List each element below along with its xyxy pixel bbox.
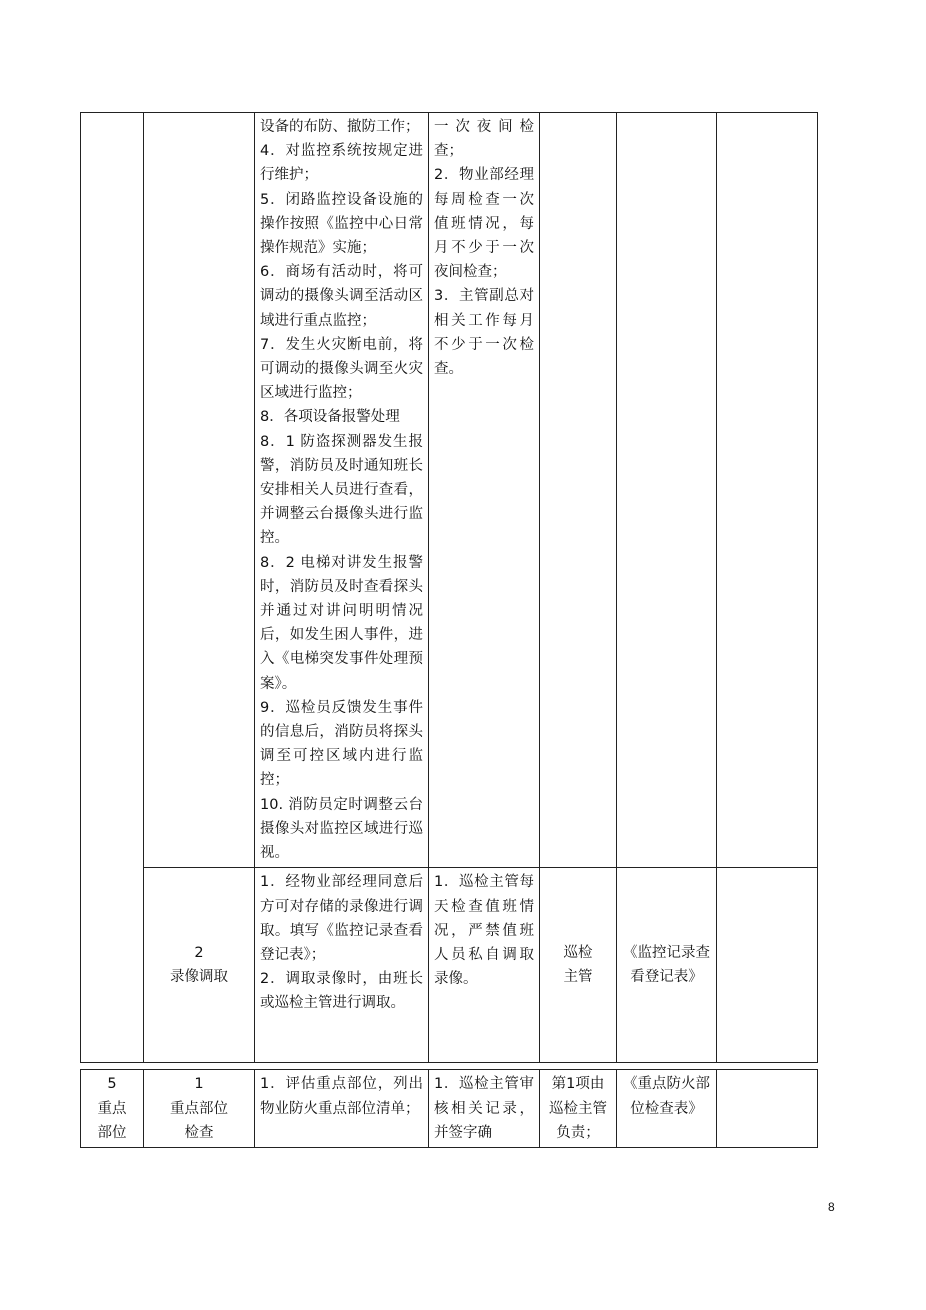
responsible-text: 第1项由巡检主管负责； (549, 1076, 607, 1141)
remark-cell (717, 113, 818, 868)
responsible-cell (540, 868, 617, 1063)
table-row (81, 113, 818, 868)
content-line: 5．闭路监控设备设施的操作按照《监控中心日常操作规范》实施； (260, 191, 423, 257)
table-gap (81, 1063, 818, 1070)
item-number: 1 (194, 1076, 204, 1093)
content-cell (255, 113, 429, 868)
inspection-line: 1．巡检主管每天检查值班情况，严禁值班人员私自调取录像。 (434, 874, 534, 988)
item-cell (144, 113, 255, 868)
content-line: 9．巡检员反馈发生事件的信息后，消防员将探头调至可控区域内进行监控； (260, 699, 423, 789)
content-line: 8．2 电梯对讲发生报警时，消防员及时查看探头并通过对讲问明明情况后，如发生困人事件，进入《电梯突发事件处理预案》。 (260, 554, 423, 692)
item-cell (144, 1070, 255, 1148)
responsible-text: 巡检主管 (563, 945, 593, 986)
inspection-cell (429, 868, 540, 1063)
responsible-cell (540, 113, 617, 868)
inspection-line: 3．主管副总对相关工作每月不少于一次检查。 (434, 288, 534, 378)
item-name: 重点部位检查 (170, 1100, 228, 1141)
content-line: 10. 消防员定时调整云台摄像头对监控区域进行巡视。 (260, 796, 423, 862)
remark-cell (717, 868, 818, 1063)
table-row (81, 1070, 818, 1148)
content-cell (255, 868, 429, 1063)
page-number: 8 (828, 1200, 835, 1214)
record-form-name: 《重点防火部位检查表》 (623, 1076, 710, 1117)
remark-cell (717, 1070, 818, 1148)
content-line: 6．商场有活动时，将可调动的摄像头调至活动区域进行重点监控； (260, 264, 423, 329)
content-line: 设备的布防、撤防工作； (260, 119, 420, 135)
inspection-line: 1．巡检主管审核相关记录，并签字确 (434, 1076, 534, 1141)
procedure-table (80, 112, 818, 1148)
content-line: 1．经物业部经理同意后方可对存储的录像进行调取。填写《监控记录查看登记表》； (260, 874, 423, 963)
inspection-line: 一次夜间检查； (434, 119, 534, 160)
content-cell (255, 1070, 429, 1148)
item-name: 录像调取 (170, 969, 228, 986)
content-line: 8．各项设备报警处理 (260, 409, 400, 426)
item-cell (144, 868, 255, 1063)
category-name: 重点部位 (97, 1100, 127, 1141)
content-line: 4．对监控系统按规定进行维护； (260, 143, 423, 184)
record-cell (617, 1070, 717, 1148)
content-line: 7．发生火灾断电前，将可调动的摄像头调至火灾区域进行监控； (260, 336, 423, 402)
item-number: 2 (194, 945, 204, 962)
content-line: 2．调取录像时，由班长或巡检主管进行调取。 (260, 971, 423, 1012)
inspection-cell (429, 1070, 540, 1148)
responsible-cell (540, 1070, 617, 1148)
inspection-line: 2．物业部经理每周检查一次值班情况，每月不少于一次夜间检查； (434, 167, 534, 281)
content-line: 1．评估重点部位，列出物业防火重点部位清单； (260, 1076, 423, 1117)
record-form-name: 《监控记录查看登记表》 (623, 945, 710, 986)
category-cell (81, 113, 144, 1063)
record-cell (617, 113, 717, 868)
category-cell (81, 1070, 144, 1148)
table-row (81, 868, 818, 1063)
inspection-cell (429, 113, 540, 868)
content-line: 8．1 防盗探测器发生报警，消防员及时通知班长安排相关人员进行查看，并调整云台摄像头进行监控。 (260, 433, 423, 547)
category-number: 5 (107, 1076, 117, 1093)
record-cell (617, 868, 717, 1063)
